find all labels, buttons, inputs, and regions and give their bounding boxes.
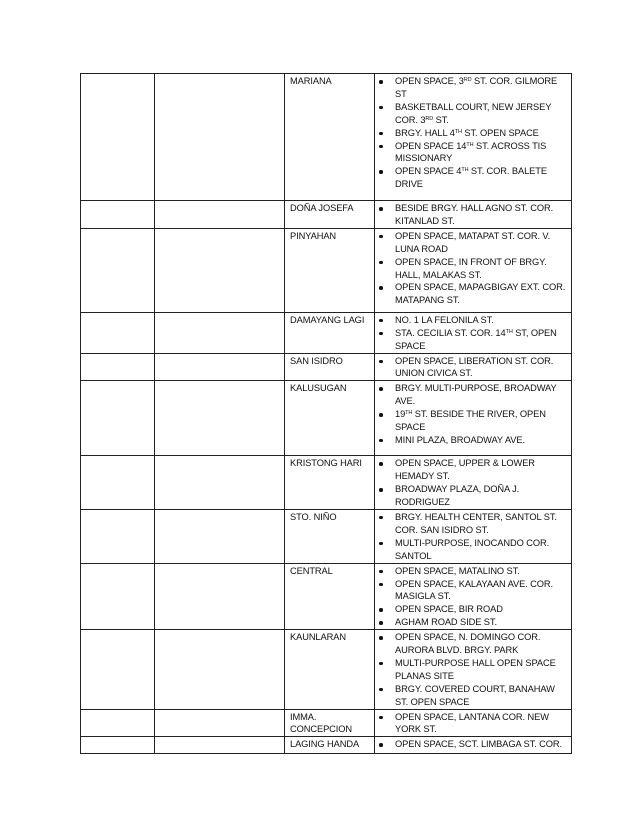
ordinal-suffix: TH <box>466 141 474 148</box>
table-row <box>81 381 572 456</box>
sites-cell <box>375 381 572 456</box>
barangay-name: DAMAYANG LAGI <box>285 312 375 353</box>
empty-cell <box>155 312 285 353</box>
sites-cell <box>375 74 572 201</box>
sites-list <box>380 511 567 563</box>
site-text: OPEN SPACE, MATALINO ST. <box>395 565 520 576</box>
site-text: OPEN SPACE, LIBERATION ST. COR. UNION CIVICA ST. <box>395 355 554 379</box>
list-item <box>380 355 567 381</box>
sites-cell <box>375 563 572 630</box>
site-text: MULTI-PURPOSE HALL OPEN SPACE PLANAS SITE <box>395 657 556 681</box>
sites-cell <box>375 201 572 229</box>
list-item <box>380 140 567 166</box>
sites-list <box>380 457 567 509</box>
site-text: STA. CECILIA ST. COR. 14 <box>395 327 506 338</box>
empty-cell <box>155 74 285 201</box>
barangay-name: KALUSUGAN <box>285 381 375 456</box>
list-item <box>380 603 567 616</box>
sites-list <box>380 355 567 381</box>
empty-cell <box>81 228 155 312</box>
list-item <box>380 738 567 751</box>
empty-cell <box>155 381 285 456</box>
list-item <box>380 327 567 353</box>
list-item <box>380 434 567 447</box>
empty-cell <box>81 737 155 754</box>
list-item <box>380 578 567 604</box>
ordinal-suffix: TH <box>505 328 513 335</box>
table-row <box>81 630 572 709</box>
list-item <box>380 127 567 140</box>
list-item <box>380 457 567 483</box>
sites-cell <box>375 228 572 312</box>
site-text: OPEN SPACE 4 <box>395 166 462 177</box>
site-text: BASKETBALL COURT, NEW JERSEY COR. 3 <box>395 101 552 125</box>
sites-cell <box>375 456 572 510</box>
list-item <box>380 511 567 537</box>
list-item <box>380 256 567 282</box>
site-text: OPEN SPACE, N. DOMINGO COR. AURORA BLVD. BRGY. PARK <box>395 632 541 656</box>
site-text: BRGY. COVERED COURT, BANAHAW ST. OPEN SPACE <box>395 683 555 707</box>
site-text: ST, OPEN SPACE <box>395 327 557 351</box>
site-text: OPEN SPACE, MAPAGBIGAY EXT. COR. MATAPANG ST. <box>395 282 566 306</box>
site-text: OPEN SPACE, MATAPAT ST. COR. V. LUNA ROAD <box>395 230 551 254</box>
table-row <box>81 74 572 201</box>
site-text: AGHAM ROAD SIDE ST. <box>395 617 497 628</box>
table-row <box>81 456 572 510</box>
empty-cell <box>155 228 285 312</box>
site-text: BROADWAY PLAZA, DOÑA J. RODRIGUEZ <box>395 484 520 508</box>
empty-cell <box>81 201 155 229</box>
site-text: ST. BESIDE THE RIVER, OPEN SPACE <box>395 409 546 433</box>
empty-cell <box>155 737 285 754</box>
sites-cell <box>375 509 572 563</box>
table-row <box>81 201 572 229</box>
barangay-name: KRISTONG HARI <box>285 456 375 510</box>
barangay-name: CENTRAL <box>285 563 375 630</box>
list-item <box>380 483 567 509</box>
sites-list <box>380 382 567 447</box>
barangay-name: SAN ISIDRO <box>285 353 375 381</box>
sites-list <box>380 631 567 708</box>
empty-cell <box>155 353 285 381</box>
ordinal-suffix: RD <box>463 77 472 83</box>
barangay-name: IMMA. CONCEPCION <box>285 709 375 737</box>
empty-cell <box>155 201 285 229</box>
empty-cell <box>81 74 155 201</box>
list-item <box>380 165 567 191</box>
site-text: NO. 1 LA FELONILA ST. <box>395 314 494 325</box>
list-item <box>380 230 567 256</box>
table-row <box>81 709 572 737</box>
sites-list <box>380 711 567 737</box>
sites-cell <box>375 709 572 737</box>
site-text: ST. OPEN SPACE <box>461 127 539 138</box>
list-item <box>380 281 567 307</box>
site-text: OPEN SPACE, SCT. LIMBAGA ST. COR. <box>395 739 563 750</box>
site-text: BRGY. MULTI-PURPOSE, BROADWAY AVE. <box>395 383 557 407</box>
sites-cell <box>375 312 572 353</box>
table-body <box>81 74 572 754</box>
sites-list <box>380 202 567 228</box>
sites-cell <box>375 630 572 709</box>
site-text: ST. COR. GILMORE ST <box>395 76 558 99</box>
barangay-name: KAUNLARAN <box>285 630 375 709</box>
ordinal-suffix: TH <box>405 410 413 417</box>
site-text: 19 <box>395 409 406 420</box>
sites-cell <box>375 737 572 754</box>
list-item <box>380 408 567 434</box>
site-text: BRGY. HEALTH CENTER, SANTOL ST. COR. SAN ISIDRO ST. <box>395 511 557 535</box>
site-text: OPEN SPACE, IN FRONT OF BRGY. HALL, MALAKAS ST. <box>395 256 547 280</box>
table-row <box>81 228 572 312</box>
empty-cell <box>81 381 155 456</box>
list-item <box>380 683 567 709</box>
site-text: OPEN SPACE, KALAYAAN AVE. COR. MASIGLA ST. <box>395 578 554 602</box>
empty-cell <box>81 563 155 630</box>
list-item <box>380 202 567 228</box>
site-text: OPEN SPACE 14 <box>395 140 467 151</box>
empty-cell <box>81 509 155 563</box>
list-item <box>380 75 567 101</box>
site-text: ST. ACROSS TIS MISSIONARY <box>395 140 547 164</box>
empty-cell <box>155 630 285 709</box>
list-item <box>380 314 567 327</box>
barangay-name: MARIANA <box>285 74 375 201</box>
list-item <box>380 382 567 408</box>
site-text: OPEN SPACE, LANTANA COR. NEW YORK ST. <box>395 711 549 735</box>
table-row <box>81 563 572 630</box>
table-row <box>81 737 572 754</box>
list-item <box>380 616 567 629</box>
sites-cell <box>375 353 572 381</box>
site-text: ST. <box>433 114 449 125</box>
site-text: OPEN SPACE, UPPER & LOWER HEMADY ST. <box>395 458 535 482</box>
table-row <box>81 509 572 563</box>
empty-cell <box>81 456 155 510</box>
empty-cell <box>155 709 285 737</box>
list-item <box>380 631 567 657</box>
empty-cell <box>81 630 155 709</box>
site-text: ST. COR. BALETE DRIVE <box>395 166 547 190</box>
sites-list <box>380 738 567 751</box>
empty-cell <box>81 709 155 737</box>
table-row <box>81 312 572 353</box>
ordinal-suffix: TH <box>454 128 462 135</box>
sites-list <box>380 314 567 353</box>
evacuation-sites-table <box>80 73 572 754</box>
sites-list <box>380 230 567 307</box>
site-text: MINI PLAZA, BROADWAY AVE. <box>395 434 525 445</box>
sites-list <box>380 565 567 630</box>
ordinal-suffix: RD <box>425 115 434 122</box>
empty-cell <box>81 312 155 353</box>
list-item <box>380 101 567 127</box>
empty-cell <box>155 509 285 563</box>
empty-cell <box>81 353 155 381</box>
list-item <box>380 565 567 578</box>
barangay-name: STO. NIÑO <box>285 509 375 563</box>
site-text: MULTI-PURPOSE, INOCANDO COR. SANTOL <box>395 537 550 561</box>
barangay-name: LAGING HANDA <box>285 737 375 754</box>
site-text: BRGY. HALL 4 <box>395 127 455 138</box>
barangay-name: PINYAHAN <box>285 228 375 312</box>
list-item <box>380 657 567 683</box>
site-text: BESIDE BRGY. HALL AGNO ST. COR. KITANLAD ST. <box>395 203 554 226</box>
list-item <box>380 711 567 737</box>
site-text: OPEN SPACE, 3 <box>395 76 464 86</box>
site-text: OPEN SPACE, BIR ROAD <box>395 604 503 615</box>
empty-cell <box>155 456 285 510</box>
barangay-name: DOÑA JOSEFA <box>285 201 375 229</box>
empty-cell <box>155 563 285 630</box>
table-row <box>81 353 572 381</box>
sites-list <box>380 75 567 191</box>
ordinal-suffix: TH <box>461 167 469 174</box>
list-item <box>380 537 567 563</box>
